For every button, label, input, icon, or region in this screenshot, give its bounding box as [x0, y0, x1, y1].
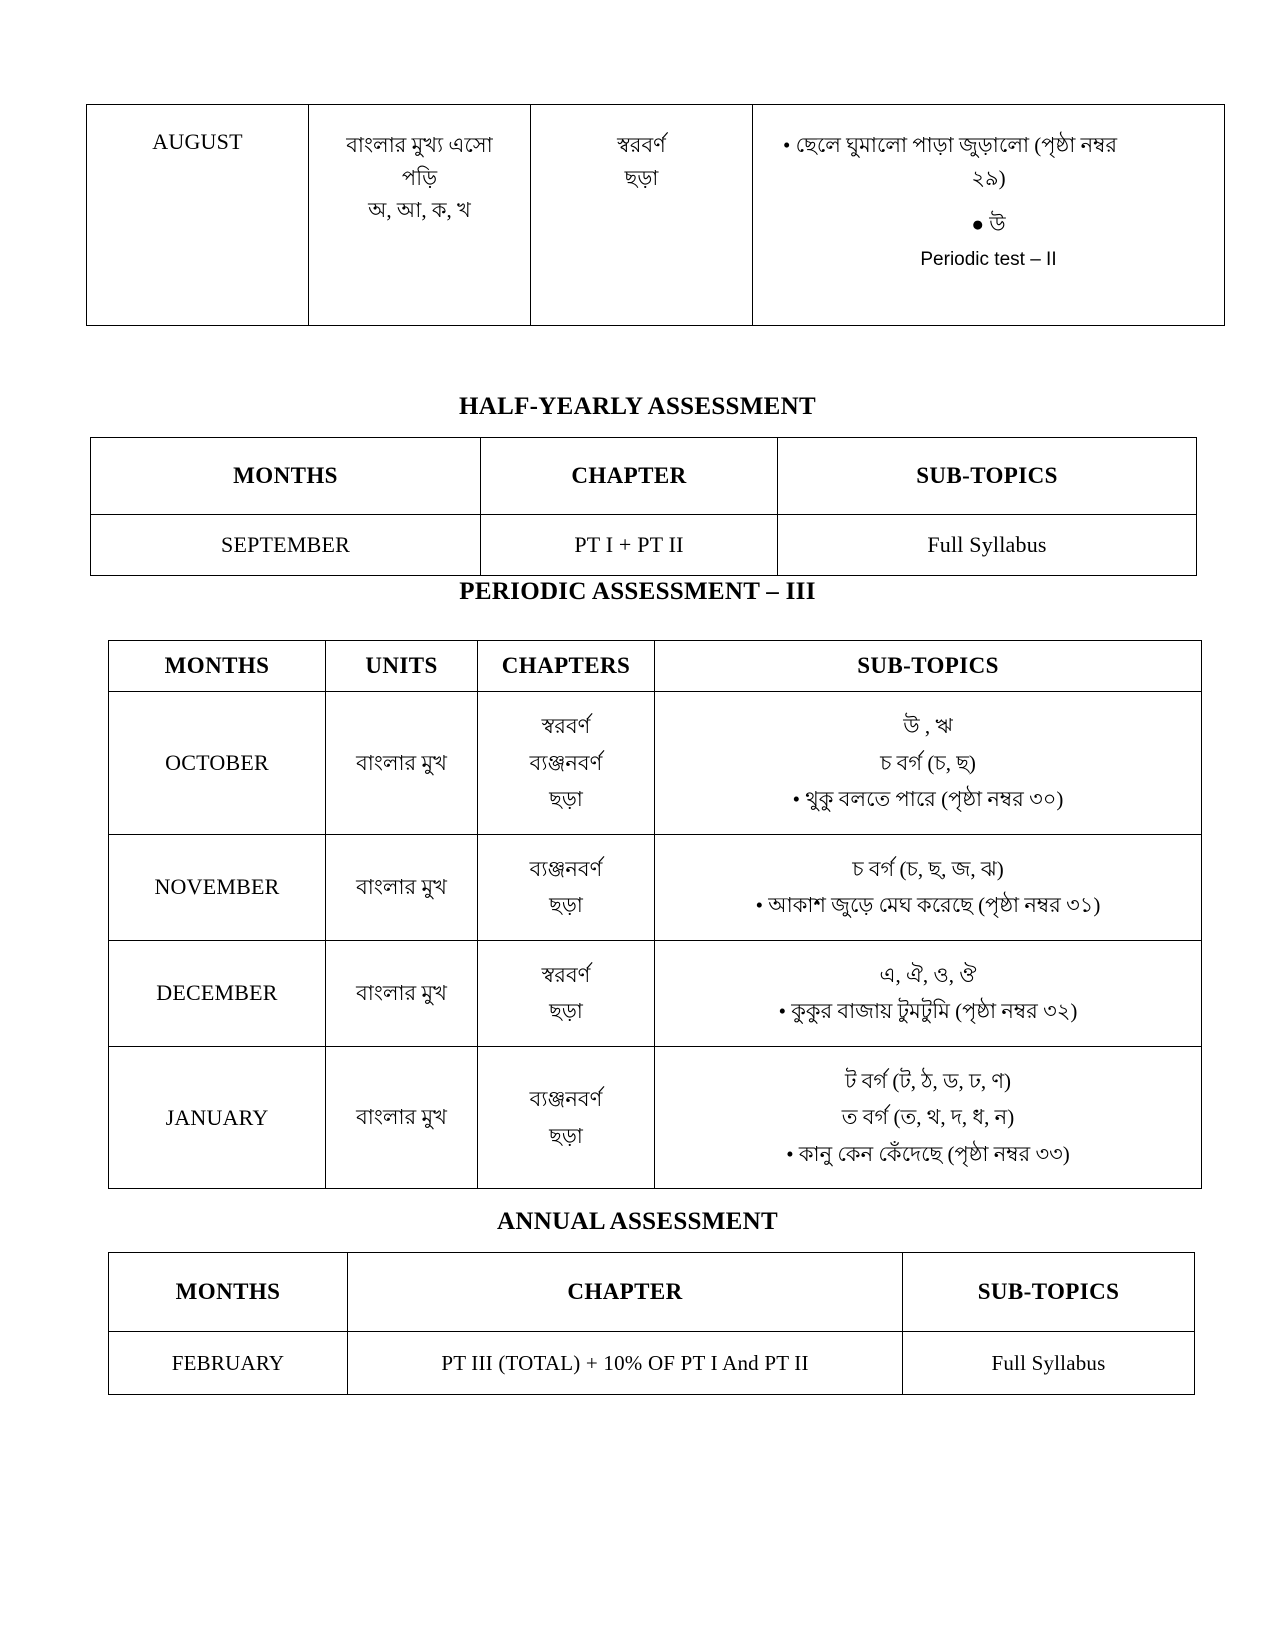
august-table [86, 104, 1225, 326]
pa3-subtopic-line: এ, ঐ, ও, ঔ [879, 962, 977, 987]
pa3-chapter-line: স্বরবর্ণ [541, 714, 591, 738]
table-row [109, 834, 1202, 940]
table-row [109, 1332, 1195, 1395]
pa3-header-chapters: CHAPTERS [478, 641, 655, 692]
table-row [91, 515, 1197, 576]
half-yearly-subtopics: Full Syllabus [778, 515, 1197, 576]
pa3-subtopic-line: চ বর্গ (চ, ছ, জ, ঝ) [852, 856, 1004, 881]
pa3-subtopic-line: চ বর্গ (চ, ছ) [880, 750, 976, 775]
annual-header-subtopics: SUB-TOPICS [903, 1253, 1195, 1332]
august-chapter-cell [531, 105, 753, 326]
pa3-month-january: JANUARY [109, 1046, 326, 1189]
august-periodic-test-note: Periodic test – II [920, 248, 1057, 270]
pa3-unit-november: বাংলার মুখ [326, 834, 478, 940]
pa3-subtopics-november [655, 834, 1202, 940]
pa3-chapter-line: ছড়া [549, 787, 583, 812]
august-unit-cell [309, 105, 531, 326]
annual-header-months: MONTHS [109, 1253, 348, 1332]
august-subtopic-line-2: ২৯) [971, 165, 1006, 190]
august-subtopics-cell [753, 105, 1225, 326]
table-row [109, 940, 1202, 1046]
pa3-subtopic-line: • থুকু বলতে পারে (পৃষ্ঠা নম্বর ৩০) [792, 787, 1064, 812]
pa3-chapter-line: ছড়া [549, 893, 583, 918]
pa3-header-subtopics: SUB-TOPICS [655, 641, 1202, 692]
annual-title: ANNUAL ASSESSMENT [497, 1208, 778, 1235]
annual-table [108, 1252, 1195, 1395]
table-row [109, 692, 1202, 835]
pa3-chapters-november [478, 834, 655, 940]
august-unit-line-1: বাংলার মুখ্য এসো [346, 133, 493, 157]
pa3-month-november: NOVEMBER [109, 834, 326, 940]
pa3-chapter-line: ব্যঞ্জনবর্ণ [529, 856, 603, 881]
august-unit-line-3: অ, আ, ক, খ [368, 198, 471, 223]
annual-header-chapter: CHAPTER [348, 1253, 903, 1332]
pa3-subtopics-october [655, 692, 1202, 835]
periodic-three-table [108, 640, 1202, 1189]
pa3-header-units: UNITS [326, 641, 478, 692]
pa3-unit-december: বাংলার মুখ [326, 940, 478, 1046]
half-yearly-title: HALF-YEARLY ASSESSMENT [459, 393, 816, 420]
table-row [87, 105, 1225, 326]
pa3-subtopic-line: ট বর্গ (ট, ঠ, ড, ঢ, ণ) [844, 1068, 1012, 1093]
pa3-month-october: OCTOBER [109, 692, 326, 835]
table-row [109, 1046, 1202, 1189]
half-yearly-header-chapter: CHAPTER [481, 438, 778, 515]
august-unit-line-2: পড়ি [401, 165, 438, 190]
annual-chapter: PT III (TOTAL) + 10% OF PT I And PT II [348, 1332, 903, 1395]
pa3-header-months: MONTHS [109, 641, 326, 692]
table-header-row [91, 438, 1197, 515]
pa3-chapters-december [478, 940, 655, 1046]
half-yearly-month: SEPTEMBER [91, 515, 481, 576]
annual-month: FEBRUARY [109, 1332, 348, 1395]
table-header-row [109, 641, 1202, 692]
august-subtopic-line-3: ● উ [971, 212, 1006, 237]
periodic-three-title: PERIODIC ASSESSMENT – III [459, 578, 816, 605]
august-chapter-line-2: ছড়া [624, 165, 659, 190]
pa3-subtopic-line: ত বর্গ (ত, থ, দ, ধ, ন) [841, 1105, 1015, 1130]
pa3-chapter-line: স্বরবর্ণ [541, 962, 591, 987]
pa3-unit-january: বাংলার মুখ [326, 1046, 478, 1189]
half-yearly-header-subtopics: SUB-TOPICS [778, 438, 1197, 515]
august-chapter-line-1: স্বরবর্ণ [617, 133, 666, 157]
august-month-cell [87, 105, 309, 326]
table-header-row [109, 1253, 1195, 1332]
pa3-subtopic-line: • কুকুর বাজায় টুমটুমি (পৃষ্ঠা নম্বর ৩২) [778, 999, 1078, 1024]
annual-subtopics: Full Syllabus [903, 1332, 1195, 1395]
pa3-chapter-line: ব্যঞ্জনবর্ণ [529, 750, 603, 775]
august-month-label: AUGUST [152, 129, 243, 154]
pa3-chapters-october [478, 692, 655, 835]
pa3-chapter-line: ব্যঞ্জনবর্ণ [529, 1087, 603, 1112]
pa3-subtopics-december [655, 940, 1202, 1046]
pa3-subtopics-january [655, 1046, 1202, 1189]
half-yearly-table [90, 437, 1197, 576]
pa3-subtopic-line: উ , ঋ [903, 714, 953, 738]
half-yearly-header-months: MONTHS [91, 438, 481, 515]
half-yearly-chapter: PT I + PT II [481, 515, 778, 576]
pa3-chapter-line: ছড়া [549, 1123, 583, 1148]
pa3-subtopic-line: • আকাশ জুড়ে মেঘ করেছে (পৃষ্ঠা নম্বর ৩১) [755, 893, 1101, 918]
pa3-month-december: DECEMBER [109, 940, 326, 1046]
august-subtopic-line-1: • ছেলে ঘুমালো পাড়া জুড়ালো (পৃষ্ঠা নম্বর [783, 133, 1118, 157]
pa3-subtopic-line: • কানু কেন কেঁদেছে (পৃষ্ঠা নম্বর ৩৩) [786, 1141, 1070, 1166]
pa3-chapters-january [478, 1046, 655, 1189]
pa3-unit-october: বাংলার মুখ [326, 692, 478, 835]
pa3-chapter-line: ছড়া [549, 999, 583, 1024]
